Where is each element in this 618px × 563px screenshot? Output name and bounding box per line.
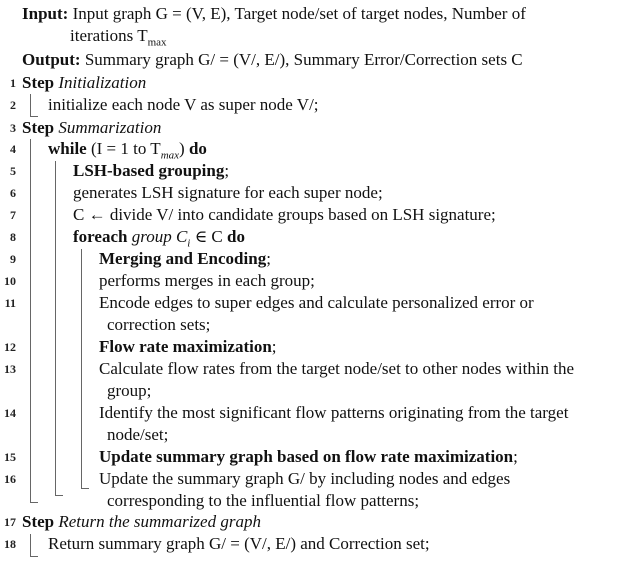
input-line-cont — [70, 26, 167, 52]
while-line: while (I = 1 to $T_{max}$) do — [48, 139, 207, 162]
algo-line-cont: group; — [107, 381, 152, 400]
line-number: 7 — [10, 208, 16, 222]
input-line — [22, 4, 526, 24]
block-rule-foreach — [81, 249, 82, 488]
algo-line: performs merges in each group; — [99, 271, 315, 290]
algo-line: Update summary graph based on flow rate maximization; — [99, 447, 518, 466]
step-summarization: Step Summarization — [22, 118, 162, 137]
block-rule-while — [55, 161, 56, 495]
block-end-while — [55, 495, 63, 496]
foreach-line: foreach group $C_i$ ∈ C do — [73, 227, 245, 250]
algo-line: Merging and Encoding; — [99, 249, 271, 268]
algo-line: generates LSH signature for each super node; — [73, 183, 383, 202]
line-number: 5 — [10, 164, 16, 178]
algo-line: LSH-based grouping; — [73, 161, 230, 180]
line-number: 4 — [10, 142, 16, 156]
algo-line-cont: correction sets; — [107, 315, 211, 334]
input-text: Input graph G = (V, E), Target node/set of target nodes, Number of — [72, 4, 526, 23]
line-number: 16 — [4, 472, 16, 486]
line-number: 3 — [10, 121, 16, 135]
algo-line: Calculate flow rates from the target node/set to other nodes within the — [99, 359, 575, 378]
line-number: 17 — [4, 515, 16, 529]
step-initialization: Step Initialization — [22, 73, 147, 92]
input-text-cont: iterations T — [70, 26, 148, 45]
line-number: 12 — [4, 340, 16, 354]
line-number: 10 — [4, 274, 16, 288]
block-rule — [30, 94, 31, 116]
line-number: 11 — [4, 296, 16, 310]
output-text: Summary graph G/ = (V/, E/), Summary Error/Correction sets C — [84, 50, 523, 69]
line-number: 2 — [10, 98, 16, 112]
algo-line-cont: node/set; — [107, 425, 169, 444]
algo-line: C ← divide V/ into candidate groups based on LSH signature; — [73, 205, 496, 224]
block-end-step — [30, 502, 38, 503]
output-label: Output: — [22, 50, 81, 69]
block-end-foreach — [81, 488, 89, 489]
line-number: 1 — [10, 76, 16, 90]
line-number: 8 — [10, 230, 16, 244]
algo-line: Update the summary graph G/ by including nodes and edges — [99, 469, 511, 488]
line-number: 6 — [10, 186, 16, 200]
block-rule-step — [30, 139, 31, 502]
block-end — [30, 556, 38, 557]
algo-line-cont: corresponding to the influential flow patterns; — [107, 491, 420, 510]
algo-line: initialize each node V as super node V/; — [48, 95, 319, 114]
line-number: 13 — [4, 362, 16, 376]
output-line — [22, 50, 523, 70]
step-return: Step Return the summarized graph — [22, 512, 261, 531]
tmax-subscript: max — [147, 36, 167, 49]
algo-line: Flow rate maximization; — [99, 337, 277, 356]
algo-line: Identify the most significant flow patterns originating from the target — [99, 403, 569, 422]
line-number: 9 — [10, 252, 16, 266]
line-number: 18 — [4, 537, 16, 551]
line-number: 15 — [4, 450, 16, 464]
input-label: Input: — [22, 4, 69, 23]
algo-line: Return summary graph G/ = (V/, E/) and Correction set; — [48, 534, 430, 553]
line-number: 14 — [4, 406, 16, 420]
block-rule — [30, 534, 31, 556]
algo-line: Encode edges to super edges and calculate personalized error or — [99, 293, 534, 312]
block-end — [30, 116, 38, 117]
